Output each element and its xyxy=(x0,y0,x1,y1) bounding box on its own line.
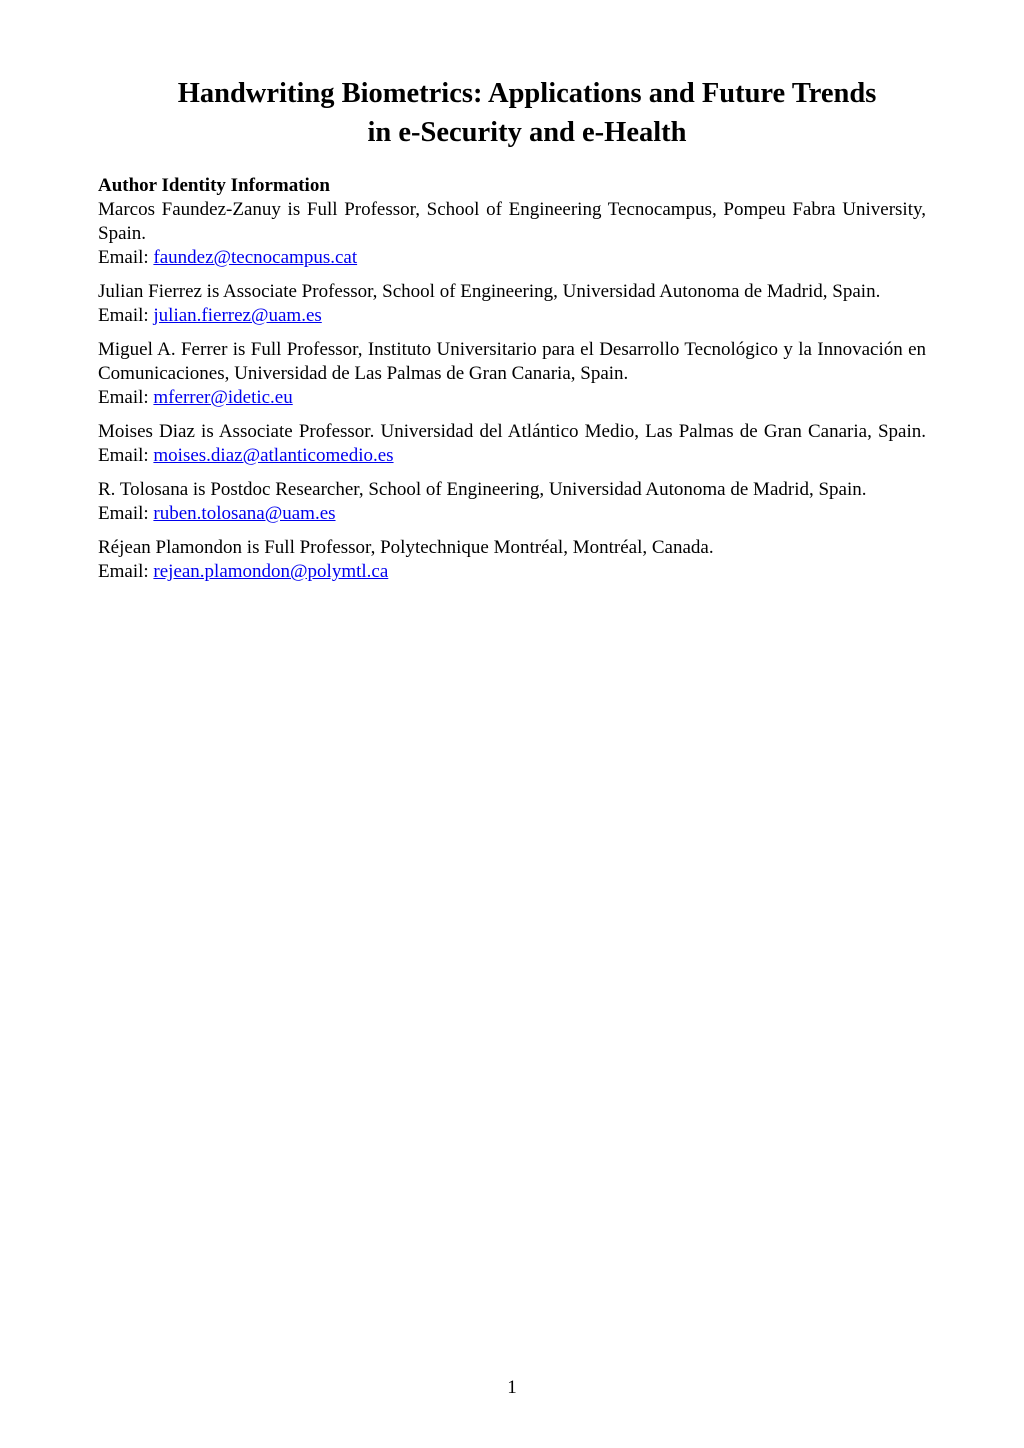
author-block-faundez xyxy=(98,198,926,270)
email-label: Email: xyxy=(98,561,149,582)
email-link-diaz[interactable]: moises.diaz@atlanticomedio.es xyxy=(153,445,394,466)
paper-title xyxy=(60,74,994,152)
email-label: Email: xyxy=(98,503,149,524)
section-heading: Author Identity Information xyxy=(98,175,330,196)
title-line-1: Handwriting Biometrics: Applications and Future Trends xyxy=(177,78,877,109)
author-description: Julian Fierrez is Associate Professor, School of Engineering, Universidad Autonoma de Madrid, Spain. xyxy=(98,281,881,302)
email-link-plamondon[interactable]: rejean.plamondon@polymtl.ca xyxy=(153,561,389,582)
email-link-tolosana[interactable]: ruben.tolosana@uam.es xyxy=(153,503,336,524)
author-email-line xyxy=(98,304,926,328)
email-label: Email: xyxy=(98,387,149,408)
author-block-diaz xyxy=(98,420,926,468)
author-description: Moises Diaz is Associate Professor. Universidad del Atlántico Medio, Las Palmas de Gran Canaria, Spain. xyxy=(98,421,926,442)
author-description-with-email xyxy=(98,420,926,468)
author-email-line xyxy=(98,386,926,410)
email-label: Email: xyxy=(98,305,149,326)
email-link-faundez[interactable]: faundez@tecnocampus.cat xyxy=(153,247,358,268)
author-email-line xyxy=(98,560,926,584)
author-email-line xyxy=(98,502,926,526)
title-line-2: in e-Security and e-Health xyxy=(367,117,687,148)
email-label: Email: xyxy=(98,247,149,268)
author-description: R. Tolosana is Postdoc Researcher, School of Engineering, Universidad Autonoma de Madrid, Spain. xyxy=(98,479,867,500)
author-block-tolosana xyxy=(98,478,926,526)
author-block-plamondon xyxy=(98,536,926,584)
author-description: Réjean Plamondon is Full Professor, Polytechnique Montréal, Montréal, Canada. xyxy=(98,537,714,558)
email-link-ferrer[interactable]: mferrer@idetic.eu xyxy=(153,387,293,408)
email-label: Email: xyxy=(98,445,149,466)
page-number: 1 xyxy=(507,1377,517,1398)
author-block-ferrer xyxy=(98,338,926,410)
email-link-fierrez[interactable]: julian.fierrez@uam.es xyxy=(153,305,322,326)
author-block-fierrez xyxy=(98,280,926,328)
author-description: Marcos Faundez-Zanuy is Full Professor, School of Engineering Tecnocampus, Pompeu Fabra University, Spain. xyxy=(98,199,926,244)
author-email-line xyxy=(98,246,926,270)
author-description: Miguel A. Ferrer is Full Professor, Instituto Universitario para el Desarrollo Tecnológico y la Innovación en Comunicaciones, Universidad de Las Palmas de Gran Canaria, Spain. xyxy=(98,339,926,384)
author-info-section xyxy=(98,174,926,594)
